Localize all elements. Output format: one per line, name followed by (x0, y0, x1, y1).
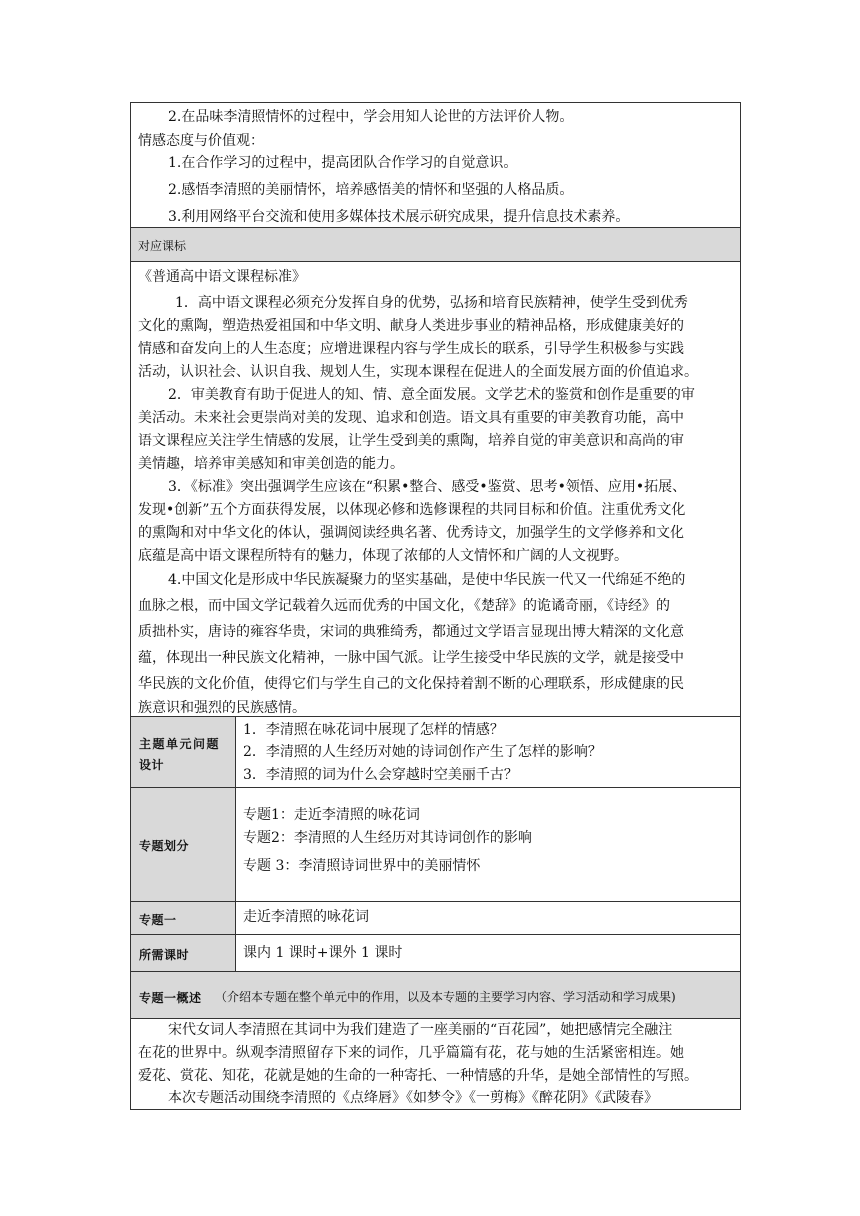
topic1-label: 专题一 (139, 913, 177, 927)
overview-note: （介绍本专题在整个单元中的作用，以及本专题的主要学习内容、学习活动和学习成果) (215, 990, 676, 1004)
standards-p3-line: 的熏陶和对中华文化的体认，强调阅读经典名著、优秀诗文，加强学生的文学修养和文化 (138, 525, 684, 541)
questions-label-cell (131, 717, 235, 787)
standards-p4-line: 华民族的文化价值，使得它们与学生自己的文化保持着割不断的心理联系，形成健康的民 (138, 676, 684, 692)
overview-line: 在花的世界中。纵观李清照留存下来的词作，几乎篇篇有花，花与她的生活紧密相连。她 (138, 1045, 684, 1061)
standards-p3-line: 底蕴是高中语文课程所特有的魅力，体现了浓郁的人文情怀和广阔的人文视野。 (138, 548, 628, 564)
divider (235, 935, 236, 971)
attitude-item: 2.感悟李清照的美丽情怀，培养感悟美的情怀和坚强的人格品质。 (168, 182, 574, 198)
standards-content (131, 262, 740, 717)
topic1-value: 走近李清照的咏花词 (243, 909, 369, 925)
topic1-row (131, 902, 740, 935)
attitude-heading: 情感态度与价值观： (138, 133, 264, 149)
topic-item: 专题1：走近李清照的咏花词 (243, 807, 420, 823)
standards-p2-line: 美活动。未来社会更崇尚对美的发现、追求和创造。语文具有重要的审美教育功能，高中 (138, 410, 684, 426)
standards-p4-line: 质拙朴实，唐诗的雍容华贵，宋词的典雅绮秀，都通过文学语言显现出博大精深的文化意 (138, 624, 684, 640)
question-item: 1．李清照在咏花词中展现了怎样的情感？ (243, 722, 504, 738)
objective-item-2: 2.在品味李清照情怀的过程中，学会用知人论世的方法评价人物。 (168, 109, 574, 125)
standards-p2-line: 2．审美教育有助于促进人的知、情、意全面发展。文学艺术的鉴赏和创作是重要的审 (168, 387, 695, 403)
standards-p1-line: 活动，认识社会、认识自我、规划人生，实现本课程在促进人的全面发展方面的价值追求。 (138, 364, 698, 380)
divider (235, 902, 236, 934)
standards-p1-line: 文化的熏陶，塑造热爱祖国和中华文明、献身人类进步事业的精神品格，形成健康美好的 (138, 318, 684, 334)
hours-row (131, 935, 740, 972)
topic-item: 专题 3：李清照诗词世界中的美丽情怀 (243, 858, 481, 874)
divider (235, 717, 236, 787)
topics-label: 专题划分 (139, 839, 190, 853)
overview-line: 本次专题活动围绕李清照的《点绛唇》《如梦令》《一剪梅》《醉花阴》《武陵春》 (168, 1090, 658, 1106)
overview-header (131, 972, 740, 1019)
topic-item: 专题2：李清照的人生经历对其诗词创作的影响 (243, 830, 532, 846)
overview-label: 专题一概述 (139, 991, 202, 1005)
objectives-section (131, 103, 740, 228)
questions-label-line2: 设计 (139, 758, 165, 772)
question-item: 3．李清照的词为什么会穿越时空美丽千古？ (243, 767, 518, 783)
standards-p1-line: 情感和奋发向上的人生态度；应增进课程内容与学生成长的联系，引导学生积极参与实践 (138, 341, 684, 357)
standards-p1-line: 1．高中语文课程必须充分发挥自身的优势，弘扬和培育民族精神，使学生受到优秀 (175, 295, 688, 311)
standards-p4-line: 蕴，体现出一种民族文化精神，一脉中国气派。让学生接受中华民族的文学，就是接受中 (138, 650, 684, 666)
overview-content (131, 1019, 740, 1111)
standards-p4-line: 血脉之根，而中国文学记载着久远而优秀的中国文化，《楚辞》的诡谲奇丽，《诗经》的 (138, 598, 670, 614)
questions-row (131, 717, 740, 788)
attitude-item: 3.利用网络平台交流和使用多媒体技术展示研究成果，提升信息技术素养。 (168, 209, 630, 225)
standards-p3-line: 发现•创新”五个方面获得发展，以体现必修和选修课程的共同目标和价值。注重优秀文化 (138, 502, 686, 518)
attitude-item: 1.在合作学习的过程中，提高团队合作学习的自觉意识。 (168, 155, 518, 171)
hours-label: 所需课时 (139, 948, 190, 962)
divider (235, 788, 236, 901)
hours-value: 课内 1 课时+课外 1 课时 (243, 945, 403, 961)
standards-header (131, 228, 740, 262)
lesson-plan-table (130, 102, 741, 1110)
standards-p3-line: 3．《标准》突出强调学生应该在“积累•整合、感受•鉴赏、思考•领悟、应用•拓展、 (168, 479, 687, 495)
question-item: 2．李清照的人生经历对她的诗词创作产生了怎样的影响？ (243, 744, 602, 760)
standards-p4-line: 4.中国文化是形成中华民族凝聚力的坚实基础，是使中华民族一代又一代绵延不绝的 (168, 572, 686, 588)
standards-header-label: 对应课标 (138, 239, 187, 253)
overview-line: 爱花、赏花、知花，花就是她的生命的一种寄托、一种情感的升华，是她全部情性的写照。 (138, 1068, 698, 1084)
topics-row (131, 788, 740, 902)
questions-label-line1: 主题单元问题 (139, 737, 221, 751)
standards-p4-line: 族意识和强烈的民族感情。 (138, 700, 306, 716)
overview-line: 宋代女词人李清照在其词中为我们建造了一座美丽的“百花园”，她把感情完全融注 (168, 1022, 673, 1038)
standards-p2-line: 美情趣，培养审美感知和审美创造的能力。 (138, 456, 404, 472)
standards-p2-line: 语文课程应关注学生情感的发展，让学生受到美的熏陶，培养自觉的审美意识和高尚的审 (138, 433, 684, 449)
standards-title: 《普通高中语文课程标准》 (138, 269, 306, 285)
